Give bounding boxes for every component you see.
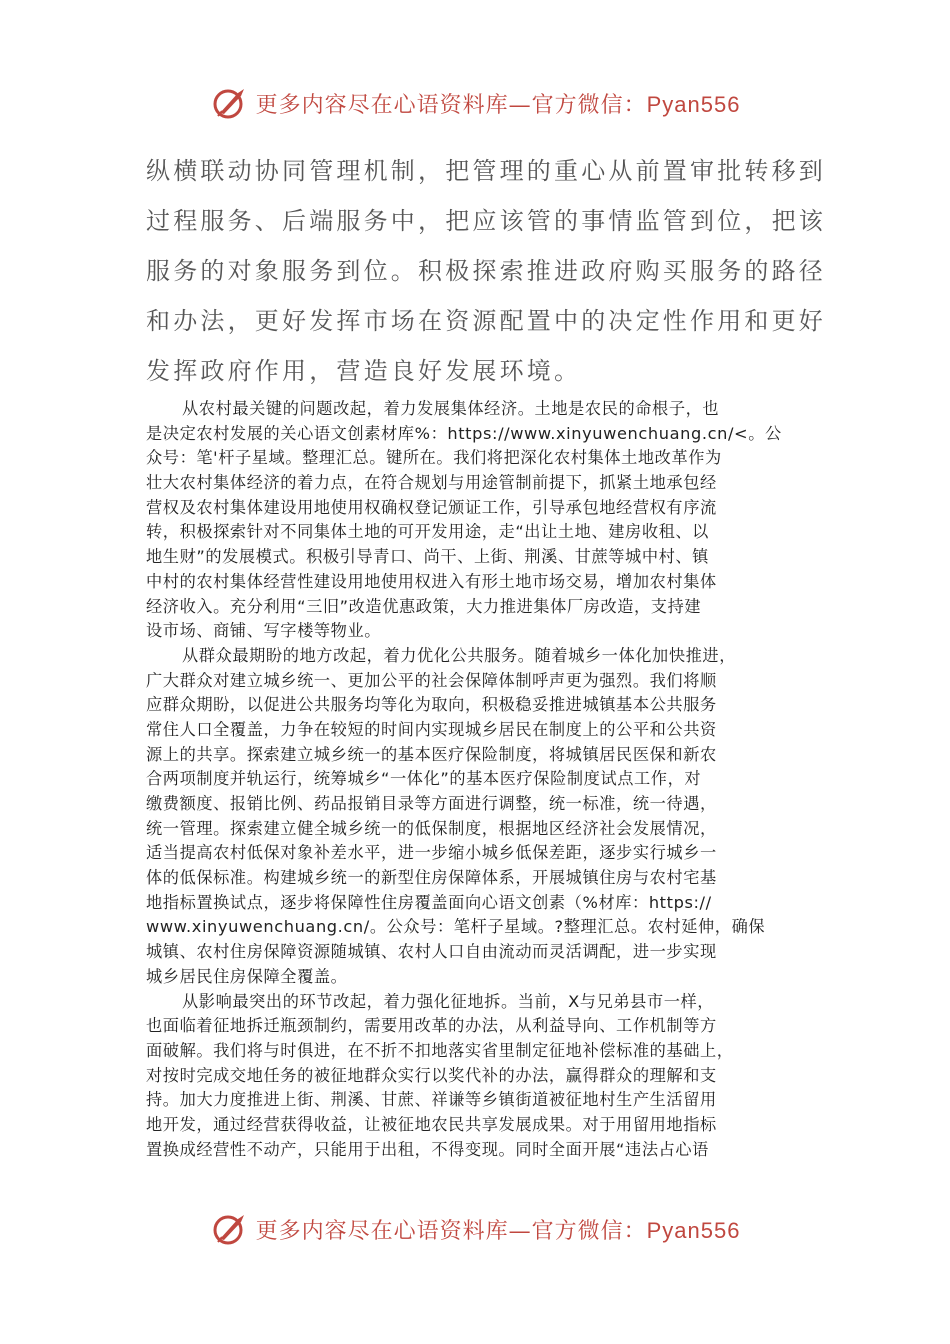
text-line: 也面临着征地拆迁瓶颈制约，需要用改革的办法，从利益导向、工作机制等方: [146, 1016, 717, 1036]
text-line: 地生财”的发展模式。积极引导青口、尚干、上街、荆溪、甘蔗等城中村、镇: [146, 547, 709, 567]
text-line: 壮大农村集体经济的着力点，在符合规划与用途管制前提下，抓紧土地承包经: [146, 473, 717, 493]
text-line: 城乡居民住房保障全覆盖。: [146, 966, 348, 986]
footer-banner: [0, 1206, 950, 1252]
intro-block: [146, 146, 826, 396]
text-line: 设市场、商铺、写字楼等物业。: [146, 621, 382, 641]
text-line: 从影响最突出的环节改起，着力强化征地拆。当前，X与兄弟县市一样，: [182, 991, 715, 1011]
text-line: www.xinyuwenchuang.cn/。公众号：笔杆子星域。?整理汇总。农村延伸，确保: [146, 917, 766, 937]
text-line: 营权及农村集体建设用地使用权确权登记颁证工作，引导承包地经营权有序流: [146, 497, 717, 517]
header-banner: [0, 80, 950, 126]
intro-line: 纵横联动协同管理机制，把管理的重心从前置审批转移到: [146, 157, 826, 185]
quill-pen-logo-icon: [210, 1209, 250, 1249]
text-line: 从群众最期盼的地方改起，着力优化公共服务。随着城乡一体化加快推进，: [182, 645, 736, 665]
text-line: 广大群众对建立城乡统一、更加公平的社会保障体制呼声更为强烈。我们将顺: [146, 670, 717, 690]
text-line: 众号：笔'杆子星域。整理汇总。键所在。我们将把深化农村集体土地改革作为: [146, 448, 722, 468]
text-line: 置换成经营性不动产，只能用于出租，不得变现。同时全面开展“违法占心语: [146, 1139, 709, 1159]
text-line: 地开发，通过经营获得收益，让被征地农民共享发展成果。对于用留用地指标: [146, 1114, 717, 1134]
text-line: 对按时完成交地任务的被征地群众实行以奖代补的办法，赢得群众的理解和支: [146, 1065, 717, 1085]
text-line: 城镇、农村住房保障资源随城镇、农村人口自由流动而灵活调配，进一步实现: [146, 942, 717, 962]
text-line: 是决定农村发展的关心语文创素材库%：https://www.xinyuwenchuang.cn/<。公: [146, 423, 782, 443]
text-line: 统一管理。探索建立健全城乡统一的低保制度，根据地区经济社会发展情况，: [146, 818, 717, 838]
intro-line: 发挥政府作用，营造良好发展环境。: [146, 357, 582, 385]
text-line: 常住人口全覆盖，力争在较短的时间内实现城乡居民在制度上的公平和公共资: [146, 719, 717, 739]
footer-banner-text: 更多内容尽在心语资料库—官方微信：Pyan556: [255, 1217, 741, 1244]
intro-line: 服务的对象服务到位。积极探索推进政府购买服务的路径: [146, 257, 826, 285]
paragraph-land-acquisition: [146, 990, 810, 1163]
intro-line: 和办法，更好发挥市场在资源配置中的决定性作用和更好: [146, 307, 826, 335]
header-banner-text: 更多内容尽在心语资料库—官方微信：Pyan556: [255, 91, 741, 118]
text-line: 缴费额度、报销比例、药品报销目录等方面进行调整，统一标准，统一待遇，: [146, 794, 717, 813]
paragraph-collective-economy: [146, 397, 810, 644]
quill-pen-logo-icon: [210, 83, 250, 123]
intro-line: 过程服务、后端服务中，把应该管的事情监管到位，把该: [146, 207, 826, 235]
text-line: 体的低保标准。构建城乡统一的新型住房保障体系，开展城镇住房与农村宅基: [146, 868, 717, 888]
text-line: 合两项制度并轨运行，统筹城乡“一体化”的基本医疗保险制度试点工作，对: [146, 769, 702, 789]
text-line: 源上的共享。探索建立城乡统一的基本医疗保险制度，将城镇居民医保和新农: [146, 744, 717, 764]
paragraph-public-services: [146, 644, 810, 990]
text-line: 转，积极探索针对不同集体土地的可开发用途，走“出让土地、建房收租、以: [146, 522, 709, 542]
text-line: 经济收入。充分利用“三旧”改造优惠政策，大力推进集体厂房改造，支持建: [146, 596, 702, 616]
text-line: 持。加大力度推进上街、荆溪、甘蔗、祥谦等乡镇街道被征地村生产生活留用: [146, 1090, 717, 1110]
text-line: 适当提高农村低保对象补差水平，进一步缩小城乡低保差距，逐步实行城乡一: [146, 843, 717, 863]
text-line: 应群众期盼，以促进公共服务均等化为取向，积极稳妥推进城镇基本公共服务: [146, 695, 717, 715]
text-line: 从农村最关键的问题改起，着力发展集体经济。土地是农民的命根子，也: [182, 399, 720, 418]
text-line: 地指标置换试点，逐步将保障性住房覆盖面向心语文创素（%材库：https://: [146, 892, 712, 912]
text-line: 面破解。我们将与时俱进，在不折不扣地落实省里制定征地补偿标准的基础上，: [146, 1040, 734, 1060]
body-text: [146, 397, 810, 1162]
text-line: 中村的农村集体经营性建设用地使用权进入有形土地市场交易，增加农村集体: [146, 571, 717, 591]
